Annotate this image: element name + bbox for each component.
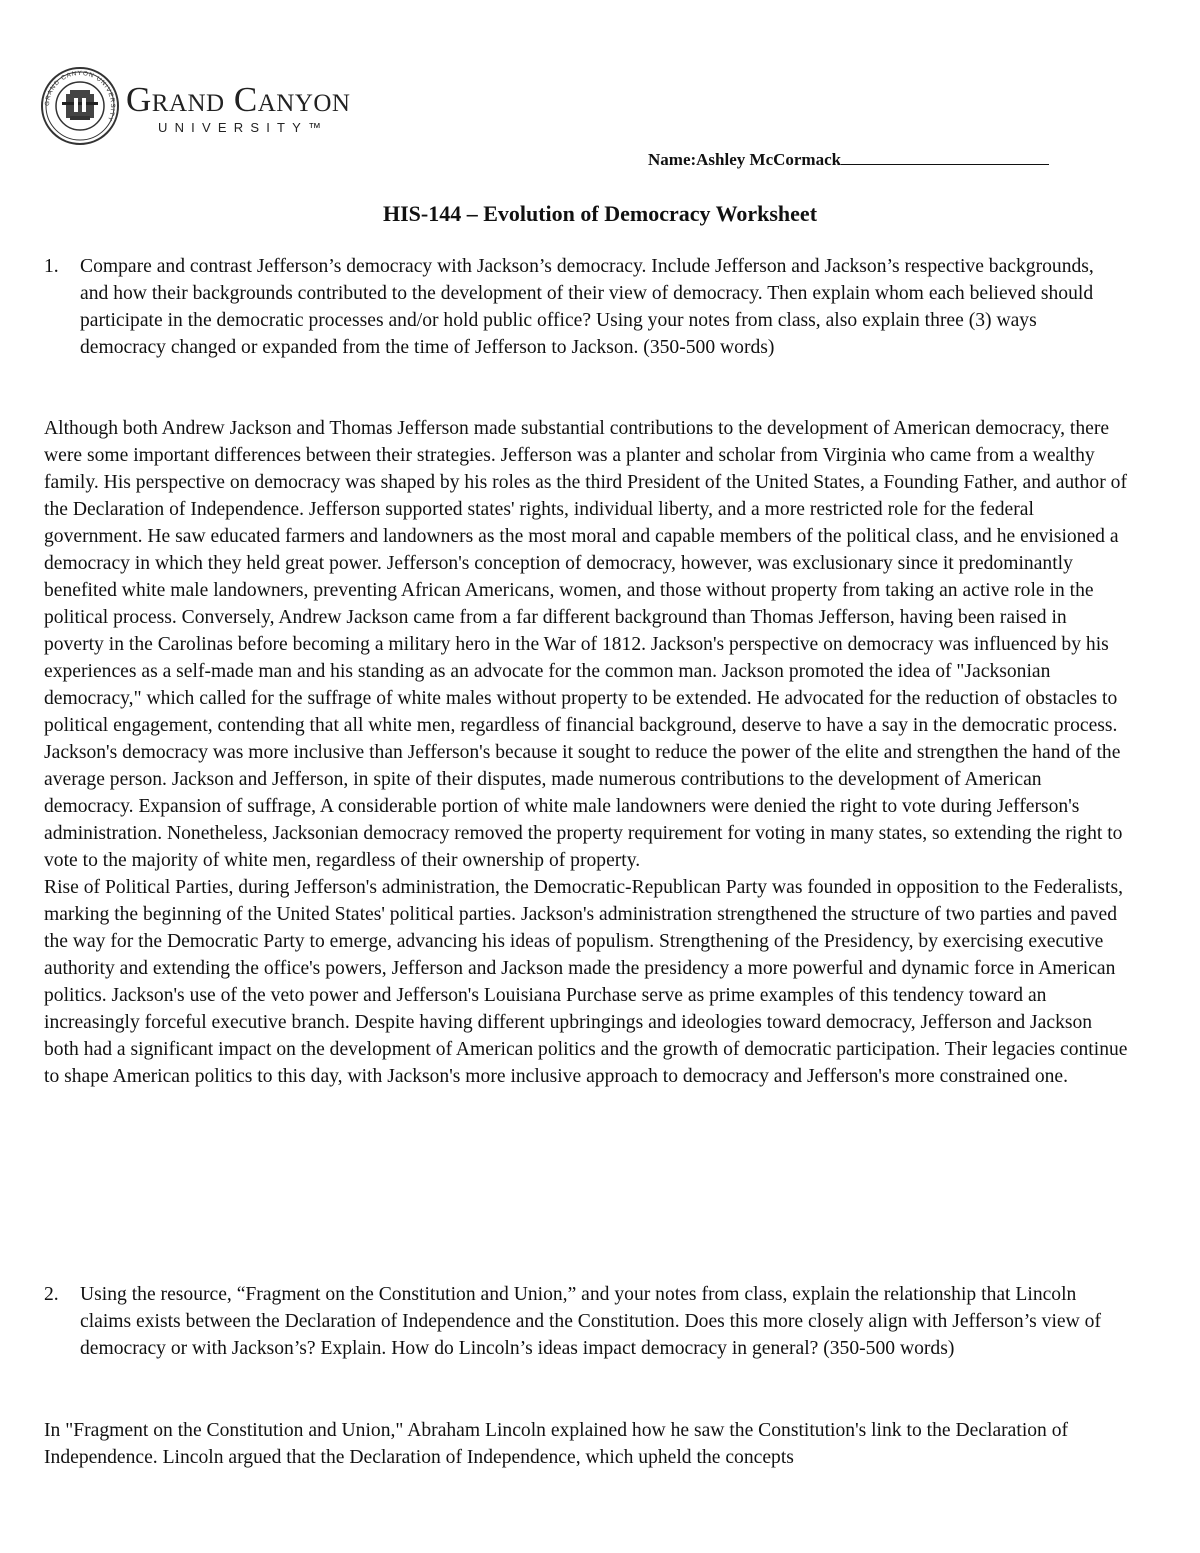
question-1 [44, 253, 1124, 361]
question-text: Using the resource, “Fragment on the Constitution and Union,” and your notes from class, explain the relationship that Lincoln claims exists between the Declaration of Independence and the Constitution. Does this more closely align with Jefferson’s view of democracy or with Jackson’s? Explain. How do Lincoln’s ideas impact democracy in general? (350-500 words) [80, 1284, 1101, 1359]
question-number: 1. [44, 256, 59, 277]
university-name: Grand Canyon [126, 80, 351, 119]
name-underline [841, 150, 1049, 165]
university-wordmark [126, 82, 426, 135]
university-subtitle: UNIVERSITY™ [158, 120, 329, 135]
student-name-label: Name: [648, 150, 697, 169]
university-seal-icon [40, 66, 120, 146]
question-2 [44, 1281, 1124, 1362]
answer-2 [44, 1417, 1130, 1471]
page-title: HIS-144 – Evolution of Democracy Worksheet [382, 201, 818, 226]
student-name-value: Ashley McCormack [696, 150, 842, 169]
answer-1 [44, 415, 1130, 1090]
student-name-line [648, 150, 1049, 170]
question-number: 2. [44, 1284, 59, 1305]
svg-text:GRAND CANYON UNIVERSITY: GRAND CANYON UNIVERSITY [43, 69, 117, 123]
question-text: Compare and contrast Jefferson’s democracy with Jackson’s democracy. Include Jefferson and Jackson’s respective backgrounds, and how their backgrounds contributed to the development of their view of democracy. Then explain whom each believed should participate in the democratic processes and/or hold public office? Using your notes from class, also explain three (3) ways democracy changed or expanded from the time of Jefferson to Jackson. (350-500 words) [80, 256, 1094, 358]
answer-paragraph: Although both Andrew Jackson and Thomas Jefferson made substantial contributions to the development of American democracy, there were some important differences between their strategies. Jefferson was a planter and scholar from Virginia who came from a wealthy family. His perspective on democracy was shaped by his roles as the third President of the United States, a Founding Father, and author of the Declaration of Independence. Jefferson supported states' rights, individual liberty, and a more restricted role for the federal government. He saw educated farmers and landowners as the most moral and capable members of the political class, and he envisioned a democracy in which they held great power. Jefferson's conception of democracy, however, was exclusionary since it predominantly benefited white male landowners, preventing African Americans, women, and those without property from taking an active role in the political process. Conversely, Andrew Jackson came from a far different background than Thomas Jefferson, having been raised in poverty in the Carolinas before becoming a military hero in the War of 1812. Jackson's perspective on democracy was influenced by his experiences as a self-made man and his standing as an advocate for the common man. Jackson promoted the idea of "Jacksonian democracy," which called for the suffrage of white males without property to be extended. He advocated for the reduction of obstacles to political engagement, contending that all white men, regardless of financial background, deserve to have a say in the democratic process. Jackson's democracy was more inclusive than Jefferson's because it sought to reduce the power of the elite and strengthen the hand of the average person. Jackson and Jefferson, in spite of their disputes, made numerous contributions to the development of American democracy. Expansion of suffrage, A considerable portion of white male landowners were denied the right to vote during Jefferson's administration. Nonetheless, Jacksonian democracy removed the property requirement for voting in many states, so extending the right to vote to the majority of white men, regardless of their ownership of property. [44, 418, 1127, 871]
answer-paragraph: Rise of Political Parties, during Jefferson's administration, the Democratic-Republican Party was founded in opposition to the Federalists, marking the beginning of the United States' political parties. Jackson's administration strengthened the structure of two parties and paved the way for the Democratic Party to emerge, advancing his ideas of populism. Strengthening of the Presidency, by exercising executive authority and extending the office's powers, Jefferson and Jackson made the presidency a more powerful and dynamic force in American politics. Jackson's use of the veto power and Jefferson's Louisiana Purchase serve as prime examples of this tendency toward an increasingly forceful executive branch. Despite having different upbringings and ideologies toward democracy, Jefferson and Jackson both had a significant impact on the development of American politics and the growth of democratic participation. Their legacies continue to shape American politics to this day, with Jackson's more inclusive approach to democracy and Jefferson's more constrained one. [44, 877, 1128, 1087]
answer-paragraph: In "Fragment on the Constitution and Union," Abraham Lincoln explained how he saw the Constitution's link to the Declaration of Independence. Lincoln argued that the Declaration of Independence, which upheld the concepts [44, 1420, 1069, 1468]
